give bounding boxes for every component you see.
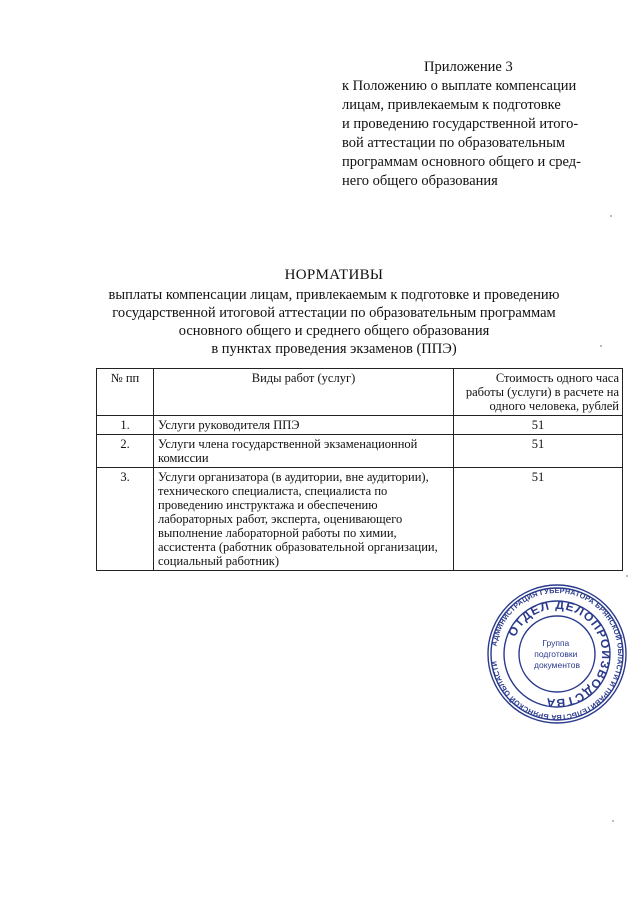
row-cost: 51 [454,468,623,571]
appendix-line: лицам, привлекаемым к подготовке [342,97,561,113]
scan-speck [600,345,602,347]
table-row [97,435,623,468]
row-cost: 51 [454,416,623,435]
row-number: 2. [97,435,154,468]
svg-text:ОТДЕЛ ДЕЛОПРОИЗВОДСТВА: ОТДЕЛ ДЕЛОПРОИЗВОДСТВА [505,597,614,711]
appendix-line: вой аттестации по образовательным [342,135,566,151]
office-stamp [486,583,628,725]
row-cost: 51 [454,435,623,468]
svg-text:АДМИНИСТРАЦИЯ ГУБЕРНАТОРА БРЯН: АДМИНИСТРАЦИЯ ГУБЕРНАТОРА БРЯНСКОЙ ОБЛАСТИ И ПРАВИТЕЛЬСТВА БРЯНСКОЙ ОБЛАСТИ [489,585,626,723]
header-number: № пп [97,369,154,416]
appendix-line: него общего образования [342,173,498,189]
heading-line: основного общего и среднего общего образования [178,323,490,339]
table-row [97,468,623,571]
scan-speck [610,215,612,217]
header-service: Виды работ (услуг) [154,369,454,416]
stamp-seal-icon [486,583,628,725]
document-heading [60,266,608,358]
heading-line: выплаты компенсации лицам, привлекаемым к подготовке и проведению [108,287,560,303]
row-service: Услуги организатора (в аудитории, вне аудитории), технического специалиста, специалиста по проведению инструктажа и обеспечению лабораторных работ, эксперта, оценивающего выполнение лабораторной работы по химии, ассистента (работник образовательной организации, социальный работник) [154,468,454,571]
appendix-note [342,58,612,191]
row-number: 1. [97,416,154,435]
table-header-row [97,369,623,416]
appendix-line: программам основного общего и сред- [342,154,581,170]
scan-speck [626,575,628,577]
row-number: 3. [97,468,154,571]
document-title: НОРМАТИВЫ [284,267,384,283]
header-cost: Стоимость одного часа работы (услуги) в расчете на одного человека, рублей [454,369,623,416]
appendix-line: к Положению о выплате компенсации [342,78,577,94]
row-service: Услуги члена государственной экзаменационной комиссии [154,435,454,468]
row-service: Услуги руководителя ППЭ [154,416,454,435]
table-row [97,416,623,435]
appendix-line: и проведению государственной итого- [342,116,579,132]
rates-table [96,368,623,571]
appendix-title: Приложение 3 [424,59,513,75]
scan-speck [612,820,614,822]
heading-line: государственной итоговой аттестации по образовательным программам [112,305,556,321]
svg-text:Группа подготовки: Группа подготовки документов [534,638,580,670]
heading-line: в пунктах проведения экзаменов (ППЭ) [211,341,457,357]
